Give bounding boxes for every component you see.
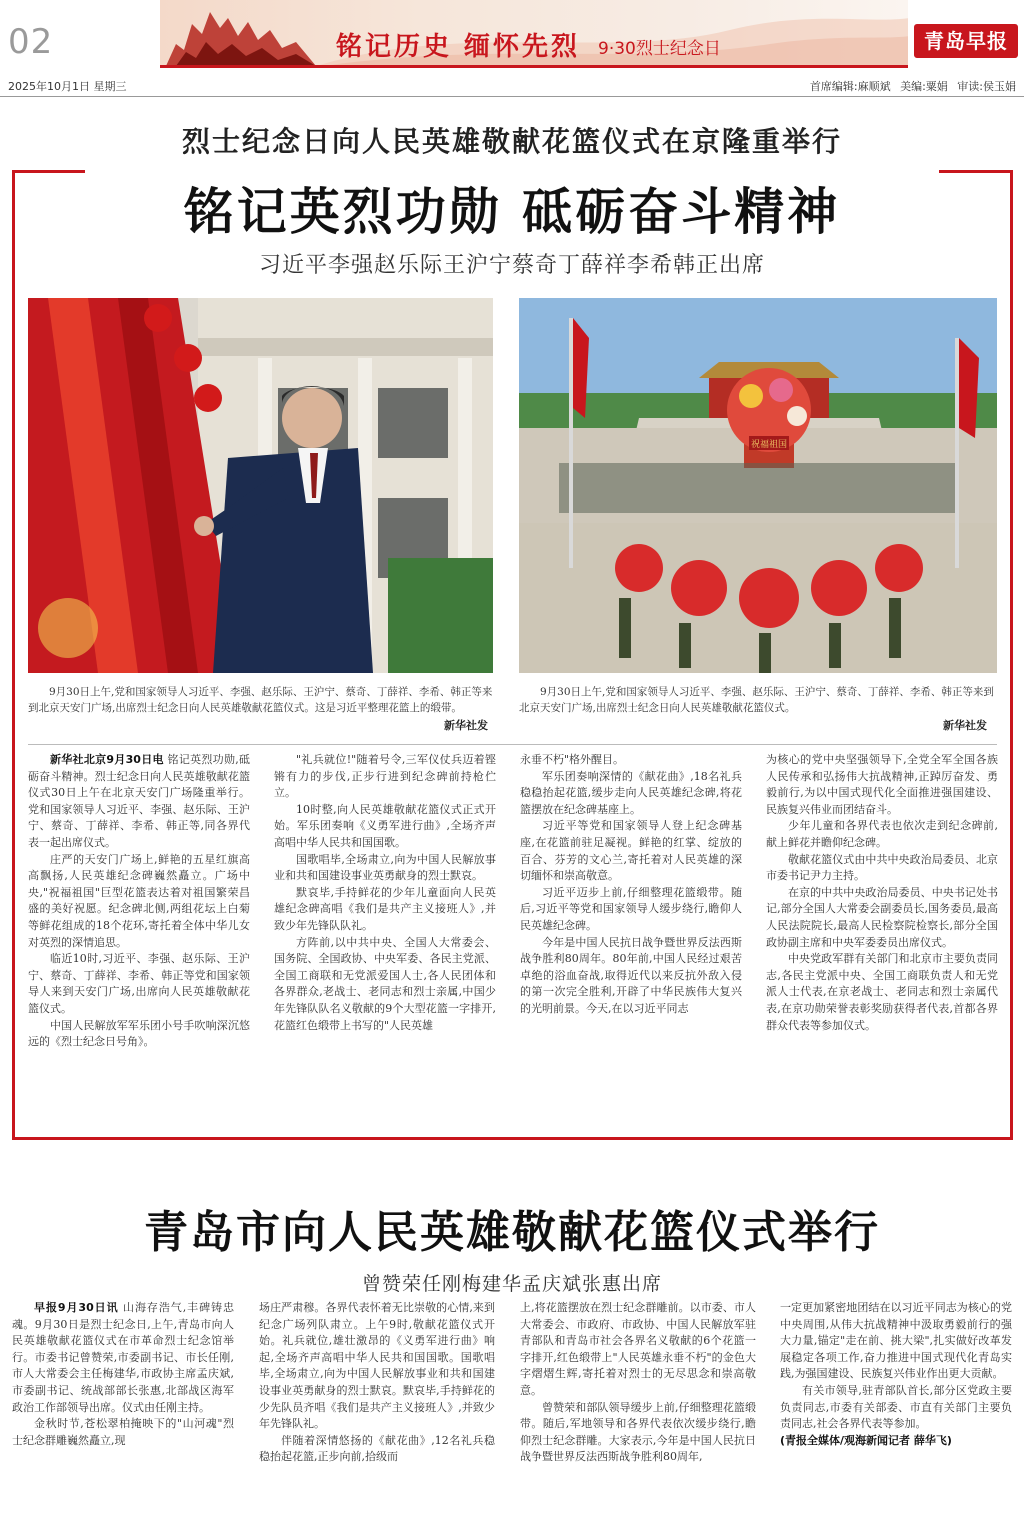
story1-paragraph: 临近10时,习近平、李强、赵乐际、王沪宁、蔡奇、丁薛祥、李希、韩正等党和国家领导人来到天安门广场,出席向人民英雄敬献花篮仪式。	[28, 952, 250, 1015]
header-divider	[0, 96, 1024, 97]
story2-subhead: 曾赞荣任刚梅建华孟庆斌张惠出席	[361, 1273, 662, 1295]
story2-paragraph: 一定更加紧密地团结在以习近平同志为核心的党中央周围,从伟大抗战精神中汲取勇毅前行的强大力量,锚定"走在前、挑大梁",扎实做好改革发展稳定各项工作,奋力推进中国式现代化青岛实践,为强国建设、民族复兴伟业作出更大贡献。	[780, 1301, 1012, 1381]
story1-column-3	[520, 752, 742, 1114]
newspaper-logo: 青岛早报	[914, 24, 1018, 58]
photo1-credit: 新华社发	[444, 719, 488, 732]
story1-paragraph: "礼兵就位!"随着号令,三军仪仗兵迈着铿锵有力的步伐,正步行进到纪念碑前持枪伫立。	[274, 753, 496, 800]
photo-tiananmen-ceremony	[519, 298, 997, 673]
editor-credits: 首席编辑:麻顺斌 美编:粟娟 审读:侯玉娟	[809, 80, 1016, 93]
story1-paragraph: 少年儿童和各界代表也依次走到纪念碑前,献上鲜花并瞻仰纪念碑。	[766, 819, 998, 849]
story2-paragraph: 上,将花篮摆放在烈士纪念群雕前。以市委、市人大常委会、市政府、市政协、中国人民解放军驻青部队和青岛市社会各界名义敬献的6个花篮一字排开,红色缎带上"人民英雄永垂不朽"的金色大字熠熠生辉,寄托着对烈士的无尽思念和崇高敬意。	[520, 1301, 756, 1397]
story1-paragraph: 中央党政军群有关部门和北京市主要负责同志,各民主党派中央、全国工商联负责人和无党派人士代表,在京老战士、老同志和烈士亲属代表,在京功勋荣誉表彰奖励获得者代表,首都各界群众代表等参加仪式。	[766, 952, 998, 1032]
story1-paragraph: 军乐团奏响深情的《献花曲》,18名礼兵稳稳抬起花篮,缓步走向人民英雄纪念碑,将花篮摆放在纪念碑基座上。	[520, 769, 742, 816]
story2-paragraph: 金秋时节,苍松翠柏掩映下的"山河魂"烈士纪念群雕巍然矗立,现	[12, 1417, 234, 1447]
story1-paragraph: 10时整,向人民英雄敬献花篮仪式正式开始。军乐团奏响《义勇军进行曲》,全场齐声高唱中华人民共和国国歌。	[274, 802, 496, 849]
banner-title: 铭记历史 缅怀先烈	[336, 32, 581, 62]
story2-column-2	[259, 1300, 495, 1525]
story2-paragraph	[12, 1300, 234, 1416]
story1-subhead: 习近平李强赵乐际王沪宁蔡奇丁薛祥李希韩正出席	[258, 253, 765, 278]
page-number: 02	[8, 22, 54, 62]
story2-column-1	[12, 1300, 234, 1525]
story1-paragraph: 习近平等党和国家领导人登上纪念碑基座,在花篮前驻足凝视。鲜艳的红掌、绽放的百合、芬芳的文心兰,寄托着对人民英雄的深切缅怀和崇高敬意。	[520, 819, 742, 883]
basket-sign: 祝福祖国	[750, 440, 788, 450]
story1-headline: 铭记英烈功勋 砥砺奋斗精神	[183, 183, 841, 241]
story1-paragraph: 敬献花篮仪式由中共中央政治局委员、北京市委书记尹力主持。	[766, 852, 998, 883]
paragraph-text: 铭记英烈功勋,砥砺奋斗精神。烈士纪念日向人民英雄敬献花篮仪式30日上午在北京天安门广场隆重举行。党和国家领导人习近平、李强、赵乐际、王沪宁、蔡奇、丁薛祥、李希、韩正等,同各界代表一起出席仪式。	[28, 753, 250, 849]
story1-paragraph: 为核心的党中央坚强领导下,全党全军全国各族人民传承和弘扬伟大抗战精神,正踔厉奋发、勇毅前行,为以中国式现代化全面推进强国建设、民族复兴伟业而团结奋斗。	[766, 753, 998, 816]
section-banner	[160, 0, 908, 68]
story2-paragraph: 伴随着深情悠扬的《献花曲》,12名礼兵稳稳抬起花篮,正步向前,拾级而	[259, 1433, 495, 1464]
photo2-credit: 新华社发	[943, 719, 987, 732]
story1-column-4	[766, 752, 998, 1114]
story1-paragraph: 习近平迈步上前,仔细整理花篮缎带。随后,习近平等党和国家领导人缓步绕行,瞻仰人民英雄纪念碑。	[520, 885, 742, 932]
story1-paragraph	[28, 752, 250, 852]
story1-paragraph: 今年是中国人民抗日战争暨世界反法西斯战争胜利80周年。80年前,中国人民经过艰苦卓绝的浴血奋战,取得近代以来反抗外敌入侵的第一次完全胜利,开辟了中华民族伟大复兴的光明前景。今天,在以习近平同志	[520, 935, 742, 1015]
story1-paragraph: 国歌唱毕,全场肃立,向为中国人民解放事业和共和国建设事业英勇献身的烈士默哀。	[274, 852, 496, 883]
story1-paragraph: 在京的中共中央政治局委员、中央书记处书记,部分全国人大常委会副委员长,国务委员,最高人民法院院长,最高人民检察院检察长,部分全国政协副主席和中央军委委员出席仪式。	[766, 885, 998, 949]
caption-divider	[28, 744, 997, 745]
story2-headline: 青岛市向人民英雄敬献花篮仪式举行	[144, 1207, 880, 1258]
story1-paragraph: 庄严的天安门广场上,鲜艳的五星红旗高高飘扬,人民英雄纪念碑巍然矗立。广场中央,"祝福祖国"巨型花篮表达着对祖国繁荣昌盛的美好祝愿。纪念碑北侧,两组花坛上白菊等鲜花组成的18个花环,寄托着全体中华儿女对英烈的深情追思。	[28, 852, 250, 949]
story1-column-1	[28, 752, 250, 1114]
photo2-caption: 9月30日上午,党和国家领导人习近平、李强、赵乐际、王沪宁、蔡奇、丁薛祥、李希、韩正等来到北京天安门广场,出席烈士纪念日向人民英雄敬献花篮仪式。	[519, 686, 994, 714]
story1-paragraph: 方阵前,以中共中央、全国人大常委会、国务院、全国政协、中央军委、各民主党派、全国工商联和无党派爱国人士,各人民团体和各界群众,老战士、老同志和烈士亲属,中国少年先锋队队名义敬献的9个大型花篮一字排开,花篮红色缎带上书写的"人民英雄	[274, 935, 496, 1032]
story1-paragraph: 中国人民解放军军乐团小号手吹响深沉悠远的《烈士纪念日号角》。	[28, 1018, 250, 1049]
story1-column-2	[274, 752, 496, 1114]
story2-paragraph: 曾赞荣和部队领导缓步上前,仔细整理花篮缎带。随后,军地领导和各界代表依次缓步绕行,瞻仰烈士纪念群雕。大家表示,今年是中国人民抗日战争暨世界反法西斯战争胜利80周年,	[520, 1400, 756, 1464]
photo1-caption: 9月30日上午,党和国家领导人习近平、李强、赵乐际、王沪宁、蔡奇、丁薛祥、李希、韩正等来到北京天安门广场,出席烈士纪念日向人民英雄敬献花篮仪式。这是习近平整理花篮上的缎带。	[28, 686, 493, 714]
story1-paragraph: 默哀毕,手持鲜花的少年儿童面向人民英雄纪念碑高唱《我们是共产主义接班人》,并致少年先锋队队礼。	[274, 885, 496, 932]
story2-paragraph: 场庄严肃穆。各界代表怀着无比崇敬的心情,来到纪念广场列队肃立。上午9时,敬献花篮仪式开始。礼兵就位,雄壮激昂的《义勇军进行曲》响起,全场齐声高唱中华人民共和国国歌。国歌唱毕,全场肃立,向为中国人民解放事业和共和国建设事业英勇献身的烈士默哀。默哀毕,手持鲜花的少先队员齐唱《我们是共产主义接班人》,并致少年先锋队礼。	[259, 1301, 495, 1431]
dateline-lead: 早报9月30日讯	[34, 1301, 119, 1314]
monument-sculpture-graphic	[166, 4, 316, 66]
photo-ribbon-arranging	[28, 298, 493, 673]
banner-subtitle: 9·30烈士纪念日	[598, 39, 721, 59]
story2-byline: (青报全媒体/观海新闻记者 薛华飞)	[780, 1433, 952, 1447]
story2-paragraph: 有关市领导,驻青部队首长,部分区党政主要负责同志,市委有关部委、市直有关部门主要负责同志,社会各界代表等参加。	[780, 1383, 1012, 1431]
story1-kicker: 烈士纪念日向人民英雄敬献花篮仪式在京隆重举行	[181, 125, 842, 158]
story2-column-4	[780, 1300, 1012, 1525]
story1-paragraph: 永垂不朽"格外醒目。	[520, 753, 625, 766]
story2-column-3	[520, 1300, 756, 1525]
dateline-lead: 新华社北京9月30日电	[50, 753, 164, 766]
paragraph-text: 山海存浩气,丰碑铸忠魂。9月30日是烈士纪念日,上午,青岛市向人民英雄敬献花篮仪式在市革命烈士纪念馆举行。市委书记曾赞荣,市委副书记、市长任刚,市人大常委会主任梅建华,市政协主席孟庆斌,市委副书记、统战部部长张惠,北部战区海军政治工作部领导出席。仪式由任刚主持。	[12, 1301, 234, 1414]
issue-date: 2025年10月1日 星期三	[8, 80, 127, 93]
